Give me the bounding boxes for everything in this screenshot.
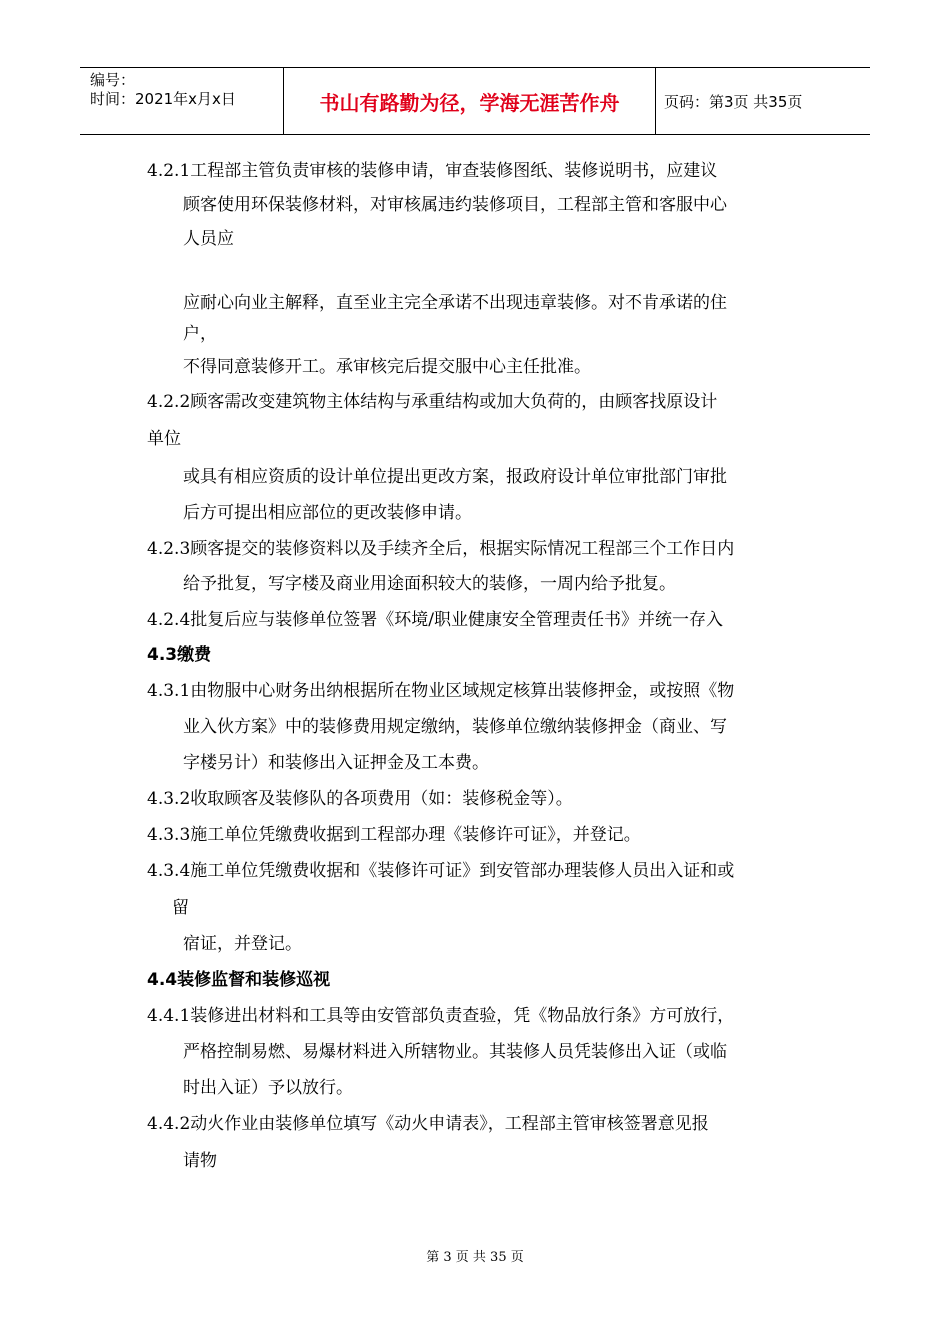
para-line: 后方可提出相应部位的更改装修申请。 — [183, 503, 472, 523]
para-line: 4.2.1工程部主管负责审核的装修申请，审查装修图纸、装修说明书，应建议 — [147, 161, 718, 181]
para-line: 给予批复，写字楼及商业用途面积较大的装修，一周内给予批复。 — [183, 574, 676, 594]
date-label: 时间：2021年x月x日 — [90, 90, 236, 108]
para-line: 人员应 — [183, 229, 234, 249]
section-heading: 4.4装修监督和装修巡视 — [147, 970, 331, 990]
para-line: 请物 — [183, 1151, 217, 1171]
para-line: 应耐心向业主解释，直至业主完全承诺不出现违章装修。对不肯承诺的住 — [183, 293, 727, 313]
number-label: 编号： — [90, 71, 136, 89]
para-line: 4.4.2动火作业由装修单位填写《动火申请表》，工程部主管审核签署意见报 — [147, 1114, 709, 1134]
para-line: 4.3.3施工单位凭缴费收据到工程部办理《装修许可证》，并登记。 — [147, 825, 641, 845]
para-line: 4.2.4批复后应与装修单位签署《环境/职业健康安全管理责任书》并统一存入 — [147, 610, 723, 630]
para-line: 严格控制易燃、易爆材料进入所辖物业。其装修人员凭装修出入证（或临 — [183, 1042, 727, 1062]
para-line: 4.3.1由物服中心财务出纳根据所在物业区域规定核算出装修押金，或按照《物 — [147, 681, 735, 701]
para-line: 4.2.3顾客提交的装修资料以及手续齐全后，根据实际情况工程部三个工作日内 — [147, 539, 735, 559]
para-line: 宿证，并登记。 — [183, 934, 302, 954]
header-meta — [80, 68, 283, 134]
para-line: 字楼另计）和装修出入证押金及工本费。 — [183, 753, 489, 773]
para-line: 或具有相应资质的设计单位提出更改方案，报政府设计单位审批部门审批 — [183, 467, 727, 487]
para-line: 不得同意装修开工。承审核完后提交服中心主任批准。 — [183, 357, 591, 377]
para-line: 4.3.4施工单位凭缴费收据和《装修许可证》到安管部办理装修人员出入证和或 — [147, 861, 735, 881]
section-heading: 4.3缴费 — [147, 645, 212, 665]
para-line: 4.3.2收取顾客及装修队的各项费用（如：装修税金等）。 — [147, 789, 573, 809]
para-line: 业入伙方案》中的装修费用规定缴纳，装修单位缴纳装修押金（商业、写 — [183, 717, 727, 737]
para-line: 4.2.2顾客需改变建筑物主体结构与承重结构或加大负荷的，由顾客找原设计 — [147, 392, 718, 412]
para-line: 单位 — [147, 429, 181, 449]
header-motto: 书山有路勤为径，学海无涯苦作舟 — [283, 68, 656, 134]
para-line: 顾客使用环保装修材料，对审核属违约装修项目，工程部主管和客服中心 — [183, 195, 727, 215]
page-header — [80, 67, 870, 135]
para-line: 4.4.1装修进出材料和工具等由安管部负责查验，凭《物品放行条》方可放行， — [147, 1006, 735, 1026]
para-line: 留 — [172, 898, 189, 918]
page-footer: 第 3 页 共 35 页 — [426, 1250, 524, 1265]
para-line: 时出入证）予以放行。 — [183, 1078, 353, 1098]
header-page-info: 页码：第3页 共35页 — [664, 92, 803, 111]
para-line: 户， — [183, 324, 217, 344]
